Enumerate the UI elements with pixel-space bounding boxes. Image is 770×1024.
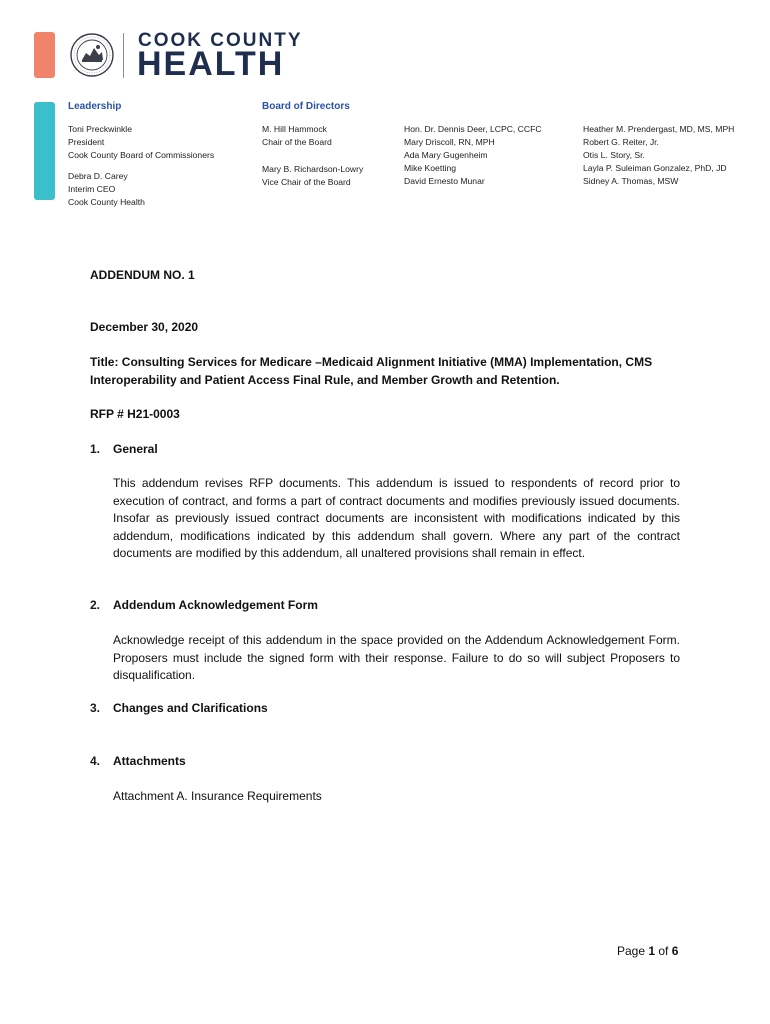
leadership-org: Cook County Board of Commissioners	[68, 150, 215, 160]
leadership-heading: Leadership	[68, 101, 122, 112]
board-member: M. Hill Hammock	[262, 124, 327, 134]
addendum-number: ADDENDUM NO. 1	[90, 268, 195, 282]
logo-text-line2: HEALTH	[137, 45, 285, 83]
section-heading-attachments: Attachments	[113, 754, 186, 768]
of-word: of	[655, 944, 672, 958]
document-date: December 30, 2020	[90, 320, 199, 334]
section-number: 3.	[90, 701, 101, 715]
board-member: Mary B. Richardson-Lowry	[262, 164, 364, 174]
accent-bar-teal	[34, 102, 55, 200]
page-word: Page	[617, 944, 649, 958]
leadership-name: Toni Preckwinkle	[68, 124, 132, 134]
logo-text-line1: COOK COUNTY	[138, 30, 303, 51]
page-number	[617, 944, 678, 958]
section-body-general: This addendum revises RFP documents. This addendum is issued to respondents of record prior to execution of contract, and forms a part of contract documents and modifies previously issued documents. Insofar as previously issued contract documents are inconsistent with modifications indicated by this addendum, modifications indicated by this addendum shall govern. Where any part of the contract documents are modified by this addendum, all unaltered provisions shall remain in effect.	[113, 476, 680, 560]
board-member: Mary Driscoll, RN, MPH	[404, 137, 495, 147]
section-heading-acknowledgement: Addendum Acknowledgement Form	[113, 598, 318, 612]
total-pages: 6	[671, 944, 679, 958]
section-number: 4.	[90, 754, 101, 768]
logo-divider	[123, 33, 124, 78]
attachment-item: Attachment A. Insurance Requirements	[113, 789, 322, 803]
board-member: Robert G. Reiter, Jr.	[583, 137, 659, 147]
board-member-title: Vice Chair of the Board	[262, 177, 351, 187]
document-title-line2: Interoperability and Patient Access Final Rule, and Member Growth and Retention.	[90, 373, 560, 387]
leadership-title: Interim CEO	[68, 184, 116, 194]
rfp-number: RFP # H21-0003	[90, 407, 180, 421]
section-number: 1.	[90, 442, 101, 456]
board-chair-list	[262, 123, 332, 149]
leadership-org: Cook County Health	[68, 197, 145, 207]
board-member: Sidney A. Thomas, MSW	[583, 176, 679, 186]
board-member-title: Chair of the Board	[262, 137, 332, 147]
section-body-acknowledgement: Acknowledge receipt of this addendum in the space provided on the Addendum Acknowledgement Form. Proposers must include the signed form with their response. Failure to do so will subject Proposers to disqualification.	[113, 633, 680, 682]
board-members-col3	[583, 123, 734, 188]
board-member: David Ernesto Munar	[404, 176, 485, 186]
board-member: Heather M. Prendergast, MD, MS, MPH	[583, 124, 735, 134]
section-number: 2.	[90, 598, 101, 612]
section-heading-changes: Changes and Clarifications	[113, 701, 268, 715]
leadership-list	[68, 123, 214, 209]
board-members-col2	[404, 123, 542, 188]
accent-bar-orange	[34, 32, 55, 78]
leadership-title: President	[68, 137, 105, 147]
document-title-line1: Title: Consulting Services for Medicare –Medicaid Alignment Initiative (MMA) Implementation, CMS	[90, 355, 653, 369]
board-vice-chair-list	[262, 163, 363, 189]
board-heading: Board of Directors	[262, 101, 350, 112]
board-member: Hon. Dr. Dennis Deer, LCPC, CCFC	[404, 124, 542, 134]
section-heading-general: General	[113, 442, 158, 456]
board-member: Otis L. Story, Sr.	[583, 150, 645, 160]
board-member: Layla P. Suleiman Gonzalez, PhD, JD	[583, 163, 727, 173]
board-member: Mike Koetting	[404, 163, 457, 173]
leadership-name: Debra D. Carey	[68, 171, 128, 181]
county-seal-icon	[70, 33, 114, 77]
board-member: Ada Mary Gugenheim	[404, 150, 488, 160]
current-page: 1	[648, 944, 656, 958]
